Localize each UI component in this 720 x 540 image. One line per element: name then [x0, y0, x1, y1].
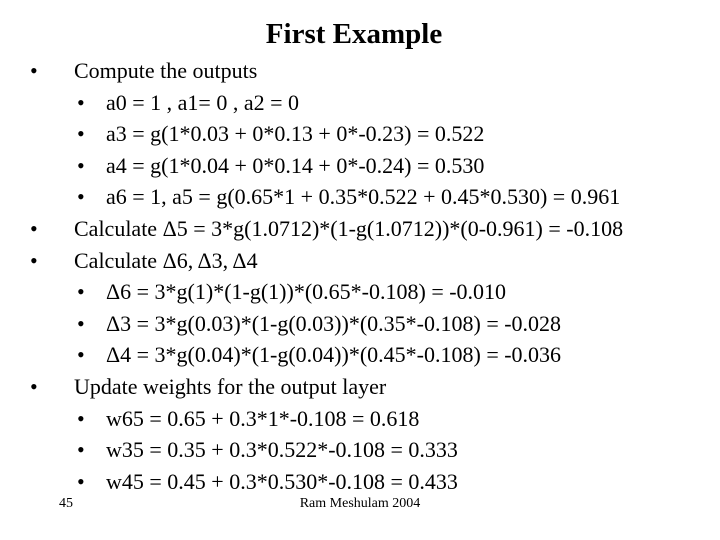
sub-bullet-item: [0, 181, 720, 213]
bullet-text: Update weights for the output layer: [74, 373, 387, 399]
bullet-dot-icon: •: [77, 310, 85, 336]
bullet-text: w65 = 0.65 + 0.3*1*-0.108 = 0.618: [106, 405, 420, 431]
page-number: 45: [59, 496, 73, 511]
bullet-text: Δ4 = 3*g(0.04)*(1-g(0.04))*(0.45*-0.108) = -0.036: [106, 342, 562, 368]
sub-bullet-item: [0, 308, 720, 340]
bullet-dot-icon: •: [30, 215, 38, 241]
bullet-text: a6 = 1, a5 = g(0.65*1 + 0.35*0.522 + 0.45*0.530) = 0.961: [106, 184, 621, 210]
bullet-dot-icon: •: [30, 247, 38, 273]
sub-bullet-item: [0, 118, 720, 150]
bullet-dot-icon: •: [30, 58, 38, 83]
bullet-item: [0, 55, 720, 87]
bullet-text: w45 = 0.45 + 0.3*0.530*-0.108 = 0.433: [106, 468, 458, 494]
bullet-text: Compute the outputs: [74, 58, 258, 83]
bullet-dot-icon: •: [77, 184, 85, 210]
bullet-text: a0 = 1 , a1= 0 , a2 = 0: [106, 89, 300, 115]
sub-bullet-item: [0, 150, 720, 182]
bullet-dot-icon: •: [77, 342, 85, 368]
bullet-dot-icon: •: [77, 89, 85, 115]
bullet-item: [0, 213, 720, 245]
bullet-dot-icon: •: [77, 468, 85, 494]
bullet-item: [0, 371, 720, 403]
sub-bullet-item: [0, 339, 720, 371]
sub-bullet-item: [0, 87, 720, 119]
bullet-dot-icon: •: [77, 279, 85, 305]
bullet-dot-icon: •: [77, 405, 85, 431]
sub-bullet-item: [0, 403, 720, 435]
bullet-dot-icon: •: [77, 437, 85, 463]
bullet-text: w35 = 0.35 + 0.3*0.522*-0.108 = 0.333: [106, 437, 458, 463]
bullet-text: Calculate Δ5 = 3*g(1.0712)*(1-g(1.0712))*(0-0.961) = -0.108: [74, 215, 624, 241]
bullet-text: Δ6 = 3*g(1)*(1-g(1))*(0.65*-0.108) = -0.010: [106, 279, 507, 305]
sub-bullet-item: [0, 276, 720, 308]
sub-bullet-item: [0, 434, 720, 466]
bullet-text: Δ3 = 3*g(0.03)*(1-g(0.03))*(0.35*-0.108) = -0.028: [106, 310, 562, 336]
slide-title: First Example: [265, 18, 443, 50]
bullet-dot-icon: •: [30, 373, 38, 399]
footer-author: Ram Meshulam 2004: [299, 496, 421, 511]
bullet-dot-icon: •: [77, 152, 85, 178]
sub-bullet-item: [0, 466, 720, 498]
bullet-text: a3 = g(1*0.03 + 0*0.13 + 0*-0.23) = 0.522: [106, 121, 485, 147]
bullet-text: Calculate Δ6, Δ3, Δ4: [74, 247, 258, 273]
bullet-item: [0, 245, 720, 277]
bullet-dot-icon: •: [77, 121, 85, 147]
slide-body: [0, 55, 720, 497]
bullet-text: a4 = g(1*0.04 + 0*0.14 + 0*-0.24) = 0.530: [106, 152, 485, 178]
